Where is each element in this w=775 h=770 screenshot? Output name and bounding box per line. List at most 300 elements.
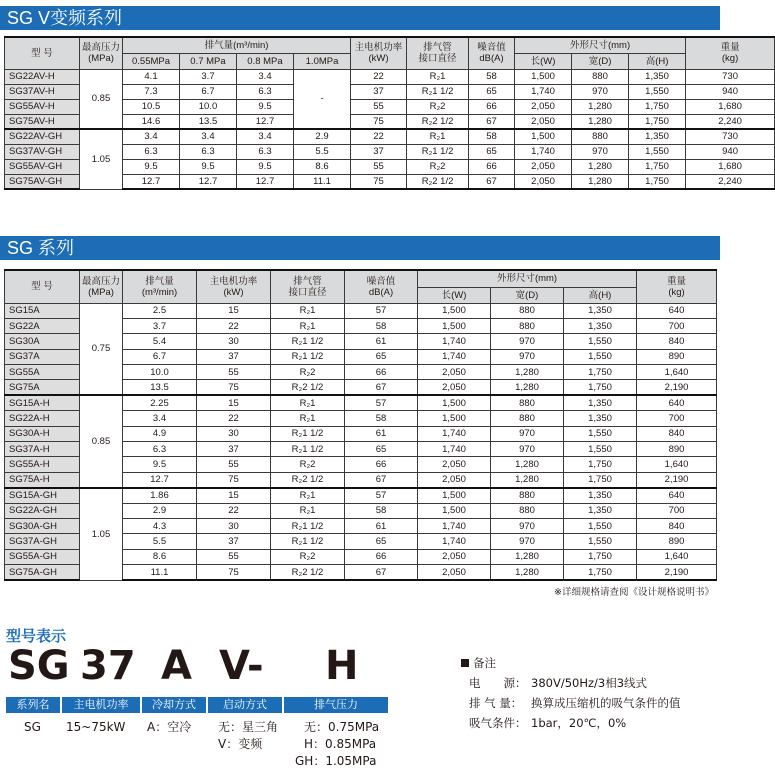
cell-length: 1,740	[418, 349, 491, 364]
label-motor-power: 主电机功率	[62, 697, 142, 713]
cell-discharge: 6.7	[123, 349, 197, 364]
remark-suction: 吸气条件： 1bar，20℃，0%	[469, 716, 627, 730]
header-exhaust-pipe: 排气管 接口直径	[271, 270, 345, 303]
cell-max-pressure: 0.85	[80, 395, 123, 487]
cell-noise: 58	[345, 318, 418, 333]
cell-length: 1,500	[418, 395, 491, 410]
cell-width: 1,280	[491, 549, 564, 564]
cell-noise: 67	[345, 472, 418, 487]
cell-weight: 940	[686, 144, 775, 159]
cell-weight: 890	[637, 534, 717, 549]
cell-model: SG30A-H	[5, 426, 80, 441]
cell-model: SG37A-GH	[5, 534, 80, 549]
cell-width: 970	[491, 518, 564, 533]
cell-discharge: 8.6	[123, 549, 197, 564]
cell-noise: 58	[469, 129, 515, 144]
cell-exhaust-pipe: R₂2 1/2	[407, 174, 469, 189]
cell-weight: 1,640	[637, 457, 717, 472]
cell-exhaust-pipe: R₂2 1/2	[271, 380, 345, 395]
table-row	[5, 303, 717, 318]
cell-model: SG75AV-GH	[5, 174, 80, 189]
cell-model: SG22A	[5, 318, 80, 333]
cell-height: 1,350	[564, 318, 637, 333]
cell-weight: 2,240	[686, 114, 775, 129]
cell-discharge: 2.9	[123, 503, 197, 518]
cell-height: 1,750	[629, 114, 686, 129]
header-noise: 噪音值 dB(A)	[345, 270, 418, 303]
cell-height: 1,550	[564, 534, 637, 549]
cell-motor-power: 22	[197, 503, 271, 518]
label-series-name: 系列名	[6, 697, 62, 713]
cell-discharge: 2.25	[123, 395, 197, 410]
cell-weight: 890	[637, 442, 717, 457]
cell-discharge-055: 6.3	[123, 144, 180, 159]
cell-width: 880	[491, 411, 564, 426]
cell-height: 1,350	[564, 395, 637, 410]
cell-noise: 58	[469, 69, 515, 84]
cell-length: 1,740	[515, 84, 572, 99]
cell-discharge: 4.3	[123, 518, 197, 533]
cell-noise: 61	[345, 426, 418, 441]
cell-model: SG37A	[5, 349, 80, 364]
value-pressure-085: H：0.85MPa	[304, 737, 377, 751]
cell-discharge-07: 6.3	[180, 144, 237, 159]
spec-table-sg	[4, 269, 717, 581]
cell-discharge-08: 6.3	[237, 84, 294, 99]
cell-height: 1,750	[629, 174, 686, 189]
cell-height: 1,350	[564, 411, 637, 426]
cell-length: 1,500	[418, 303, 491, 318]
header-length: 长(W)	[418, 287, 491, 303]
cell-exhaust-pipe: R₂2 1/2	[407, 114, 469, 129]
cell-motor-power: 37	[197, 442, 271, 457]
cell-model: SG75AV-H	[5, 114, 80, 129]
designation-power-code: 37	[80, 643, 136, 689]
cell-length: 2,050	[418, 565, 491, 580]
header-pressure-055: 0.55MPa	[123, 53, 180, 69]
spec-table-sg-v	[4, 36, 775, 190]
header-max-pressure: 最高压力 (MPa)	[80, 270, 123, 303]
cell-weight: 2,240	[686, 174, 775, 189]
cell-motor-power: 15	[197, 488, 271, 503]
cell-noise: 65	[469, 144, 515, 159]
cell-weight: 700	[637, 503, 717, 518]
cell-height: 1,550	[564, 349, 637, 364]
cell-height: 1,750	[564, 565, 637, 580]
cell-motor-power: 37	[351, 144, 407, 159]
cell-height: 1,750	[564, 549, 637, 564]
designation-series-code: SG	[8, 643, 70, 689]
cell-discharge: 3.7	[123, 318, 197, 333]
cell-max-pressure: 1.05	[80, 488, 123, 580]
cell-exhaust-pipe: R₂2 1/2	[271, 472, 345, 487]
cell-discharge-07: 3.4	[180, 129, 237, 144]
cell-motor-power: 55	[197, 549, 271, 564]
cell-width: 1,280	[491, 365, 564, 380]
cell-length: 1,500	[515, 69, 572, 84]
cell-height: 1,550	[564, 518, 637, 533]
cell-max-pressure: 0.85	[80, 69, 123, 129]
cell-exhaust-pipe: R₂2	[407, 159, 469, 174]
cell-height: 1,750	[629, 99, 686, 114]
cell-noise: 58	[345, 411, 418, 426]
cell-height: 1,550	[629, 144, 686, 159]
cell-discharge-07: 12.7	[180, 174, 237, 189]
cell-motor-power: 15	[197, 395, 271, 410]
cell-exhaust-pipe: R₂2 1/2	[271, 565, 345, 580]
cell-exhaust-pipe: R₂1 1/2	[271, 426, 345, 441]
cell-discharge-07: 10.0	[180, 99, 237, 114]
cell-length: 1,740	[418, 426, 491, 441]
cell-discharge-055: 3.4	[123, 129, 180, 144]
header-motor-power: 主电机功率 (kW)	[351, 37, 407, 69]
section-title-sg-v: SG V变频系列	[0, 6, 720, 30]
table-row	[5, 129, 775, 144]
cell-width: 1,280	[572, 174, 629, 189]
header-pressure-10: 1.0MPa	[294, 53, 351, 69]
cell-weight: 730	[686, 129, 775, 144]
cell-exhaust-pipe: R₂1 1/2	[271, 518, 345, 533]
cell-discharge: 11.1	[123, 565, 197, 580]
cell-weight: 640	[637, 488, 717, 503]
cell-discharge-08: 3.4	[237, 129, 294, 144]
header-pressure-08: 0.8 MPa	[237, 53, 294, 69]
cell-noise: 57	[345, 395, 418, 410]
label-start-method: 启动方式	[208, 697, 284, 713]
cell-weight: 940	[686, 84, 775, 99]
cell-noise: 65	[345, 442, 418, 457]
cell-model: SG55A-H	[5, 457, 80, 472]
cell-height: 1,350	[564, 488, 637, 503]
header-height: 高(H)	[564, 287, 637, 303]
value-start-star-delta: 无：星三角	[218, 720, 279, 734]
header-max-pressure: 最高压力 (MPa)	[80, 37, 123, 69]
cell-discharge: 5.4	[123, 334, 197, 349]
cell-max-pressure: 0.75	[80, 303, 123, 395]
cell-height: 1,550	[629, 84, 686, 99]
cell-model: SG22A-GH	[5, 503, 80, 518]
cell-model: SG37AV-GH	[5, 144, 80, 159]
cell-discharge-08: 9.5	[237, 159, 294, 174]
cell-exhaust-pipe: R₂1	[271, 488, 345, 503]
cell-length: 1,740	[418, 534, 491, 549]
cell-weight: 700	[637, 318, 717, 333]
cell-length: 1,740	[418, 334, 491, 349]
cell-width: 970	[572, 144, 629, 159]
cell-model: SG15A-GH	[5, 488, 80, 503]
value-pressure-075: 无：0.75MPa	[304, 720, 380, 734]
label-cooling-method: 冷却方式	[142, 697, 208, 713]
header-length: 长(W)	[515, 53, 572, 69]
cell-exhaust-pipe: R₂1 1/2	[271, 534, 345, 549]
bullet-square-icon	[461, 659, 469, 667]
cell-discharge: 10.0	[123, 365, 197, 380]
cell-motor-power: 55	[351, 99, 407, 114]
cell-width: 880	[572, 129, 629, 144]
cell-discharge-10: 8.6	[294, 159, 351, 174]
cell-height: 1,550	[564, 442, 637, 457]
cell-motor-power: 55	[197, 365, 271, 380]
cell-width: 1,280	[491, 472, 564, 487]
cell-model: SG55A-GH	[5, 549, 80, 564]
cell-discharge-055: 14.6	[123, 114, 180, 129]
cell-height: 1,350	[564, 303, 637, 318]
designation-start-code: V-	[219, 643, 264, 689]
header-weight: 重量 (kg)	[637, 270, 717, 303]
header-model: 型 号	[5, 270, 80, 303]
cell-height: 1,750	[564, 472, 637, 487]
cell-height: 1,550	[564, 334, 637, 349]
cell-motor-power: 22	[197, 411, 271, 426]
cell-exhaust-pipe: R₂1 1/2	[407, 144, 469, 159]
cell-noise: 65	[345, 534, 418, 549]
cell-height: 1,350	[564, 503, 637, 518]
cell-motor-power: 37	[351, 84, 407, 99]
cell-discharge: 12.7	[123, 472, 197, 487]
cell-max-pressure: 1.05	[80, 129, 123, 189]
cell-length: 1,740	[515, 144, 572, 159]
cell-exhaust-pipe: R₂1	[407, 129, 469, 144]
cell-discharge-07: 13.5	[180, 114, 237, 129]
cell-length: 2,050	[515, 159, 572, 174]
cell-weight: 2,190	[637, 472, 717, 487]
cell-discharge: 1.86	[123, 488, 197, 503]
cell-model: SG22A-H	[5, 411, 80, 426]
cell-weight: 840	[637, 334, 717, 349]
value-start-inverter: V：变频	[218, 737, 263, 751]
remark-discharge: 排 气 量： 换算成压缩机的吸气条件的值	[469, 696, 681, 710]
cell-motor-power: 55	[351, 159, 407, 174]
cell-noise: 67	[469, 114, 515, 129]
cell-width: 880	[491, 503, 564, 518]
cell-length: 1,500	[418, 411, 491, 426]
cell-exhaust-pipe: R₂1 1/2	[271, 334, 345, 349]
cell-weight: 840	[637, 426, 717, 441]
cell-motor-power: 37	[197, 349, 271, 364]
cell-motor-power: 75	[351, 174, 407, 189]
cell-discharge: 2.5	[123, 303, 197, 318]
cell-exhaust-pipe: R₂2	[407, 99, 469, 114]
designation-cooling-code: A	[161, 643, 192, 689]
cell-length: 1,500	[418, 488, 491, 503]
cell-width: 970	[491, 426, 564, 441]
header-noise: 噪音值 dB(A)	[469, 37, 515, 69]
cell-length: 2,050	[418, 380, 491, 395]
cell-model: SG15A-H	[5, 395, 80, 410]
header-discharge: 排气量 (m³/min)	[123, 270, 197, 303]
cell-motor-power: 22	[351, 69, 407, 84]
cell-discharge: 5.5	[123, 534, 197, 549]
cell-model: SG37AV-H	[5, 84, 80, 99]
header-width: 宽(D)	[572, 53, 629, 69]
header-dimensions: 外形尺寸(mm)	[515, 37, 686, 53]
cell-exhaust-pipe: R₂1	[271, 411, 345, 426]
cell-width: 1,280	[572, 99, 629, 114]
header-weight: 重量 (kg)	[686, 37, 775, 69]
cell-model: SG30A	[5, 334, 80, 349]
cell-width: 1,280	[491, 457, 564, 472]
cell-height: 1,350	[629, 69, 686, 84]
cell-width: 880	[491, 395, 564, 410]
cell-weight: 1,640	[637, 549, 717, 564]
cell-length: 2,050	[515, 99, 572, 114]
spec-table-sg-body	[5, 303, 717, 580]
cell-motor-power: 15	[197, 303, 271, 318]
cell-model: SG22AV-H	[5, 69, 80, 84]
cell-noise: 61	[345, 334, 418, 349]
cell-noise: 61	[345, 518, 418, 533]
cell-motor-power: 75	[197, 472, 271, 487]
cell-weight: 1,680	[686, 159, 775, 174]
designation-pressure-code: H	[325, 643, 359, 689]
cell-height: 1,350	[629, 129, 686, 144]
cell-length: 2,050	[515, 174, 572, 189]
cell-discharge: 6.3	[123, 442, 197, 457]
header-discharge: 排气量(m³/min)	[123, 37, 351, 53]
remark-power: 电 源： 380V/50Hz/3相3线式	[469, 676, 648, 690]
cell-length: 1,740	[418, 518, 491, 533]
cell-noise: 65	[345, 349, 418, 364]
cell-width: 880	[491, 488, 564, 503]
label-discharge-pressure: 排气压力	[314, 698, 358, 711]
header-pressure-07: 0.7 MPa	[180, 53, 237, 69]
cell-weight: 730	[686, 69, 775, 84]
cell-discharge-055: 10.5	[123, 99, 180, 114]
cell-exhaust-pipe: R₂2	[271, 365, 345, 380]
cell-width: 880	[572, 69, 629, 84]
cell-weight: 640	[637, 395, 717, 410]
cell-weight: 640	[637, 303, 717, 318]
table-row	[5, 395, 717, 410]
cell-discharge-10: 5.5	[294, 144, 351, 159]
header-exhaust-pipe: 排气管 接口直径	[407, 37, 469, 69]
cell-motor-power: 37	[197, 534, 271, 549]
cell-discharge-08: 6.3	[237, 144, 294, 159]
header-motor-power: 主电机功率 (kW)	[197, 270, 271, 303]
cell-weight: 890	[637, 349, 717, 364]
cell-width: 970	[491, 442, 564, 457]
cell-discharge-10: -	[294, 69, 351, 129]
cell-weight: 840	[637, 518, 717, 533]
cell-height: 1,750	[564, 365, 637, 380]
cell-discharge-08: 9.5	[237, 99, 294, 114]
cell-noise: 67	[345, 380, 418, 395]
cell-discharge-10: 11.1	[294, 174, 351, 189]
cell-discharge-055: 9.5	[123, 159, 180, 174]
value-pressure-105: GH：1.05MPa	[295, 754, 377, 768]
cell-model: SG75A-GH	[5, 565, 80, 580]
cell-noise: 58	[345, 503, 418, 518]
cell-motor-power: 22	[197, 318, 271, 333]
cell-model: SG75A	[5, 380, 80, 395]
cell-model: SG15A	[5, 303, 80, 318]
cell-model: SG55AV-GH	[5, 159, 80, 174]
cell-weight: 2,190	[637, 565, 717, 580]
remarks-title: 备注	[461, 655, 496, 671]
cell-model: SG37A-H	[5, 442, 80, 457]
cell-weight: 700	[637, 411, 717, 426]
value-series: SG	[24, 720, 41, 734]
cell-length: 2,050	[418, 472, 491, 487]
cell-exhaust-pipe: R₂1	[271, 303, 345, 318]
cell-noise: 67	[345, 565, 418, 580]
cell-length: 2,050	[418, 365, 491, 380]
cell-weight: 1,680	[686, 99, 775, 114]
cell-noise: 66	[469, 159, 515, 174]
cell-motor-power: 75	[197, 565, 271, 580]
cell-motor-power: 30	[197, 518, 271, 533]
cell-exhaust-pipe: R₂1 1/2	[271, 442, 345, 457]
cell-noise: 66	[345, 549, 418, 564]
cell-noise: 66	[345, 457, 418, 472]
cell-length: 2,050	[515, 114, 572, 129]
cell-length: 2,050	[418, 549, 491, 564]
cell-length: 1,500	[418, 318, 491, 333]
cell-motor-power: 55	[197, 457, 271, 472]
cell-discharge-055: 12.7	[123, 174, 180, 189]
cell-height: 1,550	[564, 426, 637, 441]
cell-discharge-07: 3.7	[180, 69, 237, 84]
cell-discharge-055: 7.3	[123, 84, 180, 99]
header-height: 高(H)	[629, 53, 686, 69]
cell-exhaust-pipe: R₂2	[271, 549, 345, 564]
cell-exhaust-pipe: R₂2	[271, 457, 345, 472]
cell-discharge-08: 12.7	[237, 174, 294, 189]
cell-discharge: 13.5	[123, 380, 197, 395]
spec-table-sg-v-body	[5, 69, 775, 189]
cell-width: 1,280	[572, 114, 629, 129]
cell-motor-power: 22	[351, 129, 407, 144]
header-dimensions: 外形尺寸(mm)	[418, 270, 637, 287]
cell-noise: 65	[469, 84, 515, 99]
cell-exhaust-pipe: R₂1	[271, 503, 345, 518]
cell-weight: 2,190	[637, 380, 717, 395]
cell-width: 880	[491, 303, 564, 318]
cell-discharge: 3.4	[123, 411, 197, 426]
cell-motor-power: 75	[351, 114, 407, 129]
cell-discharge-07: 6.7	[180, 84, 237, 99]
cell-width: 970	[491, 334, 564, 349]
cell-width: 970	[491, 534, 564, 549]
cell-length: 1,740	[418, 442, 491, 457]
cell-exhaust-pipe: R₂1 1/2	[271, 349, 345, 364]
cell-discharge: 9.5	[123, 457, 197, 472]
cell-width: 880	[491, 318, 564, 333]
value-power-range: 15~75kW	[66, 720, 126, 734]
cell-height: 1,750	[564, 380, 637, 395]
cell-discharge-055: 4.1	[123, 69, 180, 84]
value-cooling: A：空冷	[147, 720, 192, 734]
cell-exhaust-pipe: R₂1	[271, 395, 345, 410]
cell-length: 1,500	[515, 129, 572, 144]
model-designation-title: 型号表示	[6, 627, 67, 645]
cell-width: 1,280	[491, 565, 564, 580]
header-width: 宽(D)	[491, 287, 564, 303]
cell-discharge-10: 2.9	[294, 129, 351, 144]
cell-model: SG55AV-H	[5, 99, 80, 114]
cell-noise: 66	[469, 99, 515, 114]
cell-discharge-08: 12.7	[237, 114, 294, 129]
cell-discharge-08: 3.4	[237, 69, 294, 84]
cell-discharge-07: 9.5	[180, 159, 237, 174]
cell-length: 1,500	[418, 503, 491, 518]
section-title-sg: SG 系列	[0, 236, 720, 260]
cell-width: 970	[572, 84, 629, 99]
cell-height: 1,750	[629, 159, 686, 174]
table-row	[5, 69, 775, 84]
cell-noise: 57	[345, 488, 418, 503]
cell-noise: 66	[345, 365, 418, 380]
